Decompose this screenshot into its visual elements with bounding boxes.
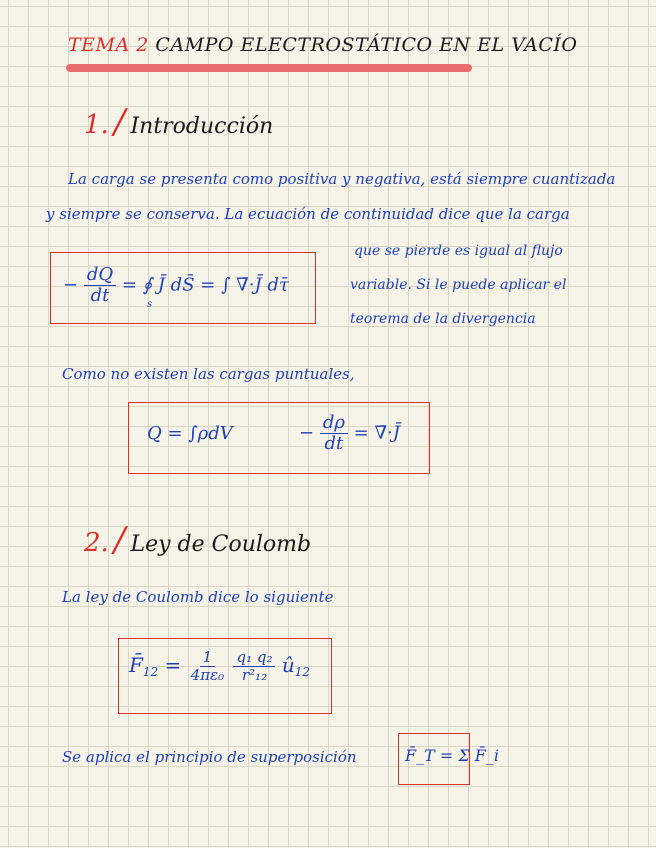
- continuity-rhs: = ∮ J̄ dS̄ = ∫ ∇̄·J̄ dτ̄: [121, 274, 289, 296]
- drho-numerator: dρ: [320, 413, 348, 434]
- intro-side-3: teorema de la divergencia: [350, 311, 536, 327]
- section-2-number: 2.: [84, 528, 109, 558]
- dt-denominator-2: dt: [324, 432, 344, 454]
- section-2-heading: [84, 520, 311, 560]
- surface-subscript: s: [147, 299, 153, 310]
- continuity-formula: − $\frac{dQ}{dt}$ = ∮ J̄ dS̄ = ∫ ∇̄·J̄ dτ̄: [63, 264, 289, 306]
- divergence-rhs: = ∇̄·J̄: [353, 422, 400, 444]
- superposition-text: Se aplica el principio de superposición: [62, 748, 357, 766]
- charge-integral: Q = ∫ρdV: [147, 423, 233, 444]
- dq-numerator: dQ: [84, 265, 116, 286]
- title-text: CAMPO ELECTROSTÁTICO EN EL VACÍO: [155, 34, 578, 56]
- intro-side-2: variable. Si le puede aplicar el: [350, 277, 567, 293]
- continuity-formula-box: [50, 252, 316, 324]
- coulomb-frac1-num: 1: [200, 649, 216, 667]
- section-1-title: Introducción: [130, 114, 274, 139]
- section-1-heading: [84, 102, 273, 142]
- superposition-formula-box: [398, 733, 499, 785]
- intro-line-2: y siempre se conserva. La ecuación de continuidad dice que la carga: [46, 205, 570, 223]
- coulomb-formula: $F̄_{12}$ = $\frac{1}{\text{4πε₀}}$ $\frac{\text{q₁ q₂}}{\text{r²₁₂}}$ $û_{12}$: [129, 648, 311, 684]
- superposition-formula: F̄_T = Σ F̄_i: [405, 746, 499, 765]
- page-title: [68, 34, 577, 56]
- section-1-slash: /: [113, 102, 126, 142]
- density-continuity-formula: − $\frac{d\rho}{dt}$ = ∇̄·J̄: [299, 412, 400, 454]
- no-point-charges-text: Como no existen las cargas puntuales,: [62, 365, 355, 383]
- coulomb-frac1-den: 4πε₀: [190, 665, 225, 684]
- title-tema: TEMA 2: [68, 34, 149, 56]
- coulomb-frac2-num: q₁ q₂: [233, 649, 275, 667]
- coulomb-formula-box: [118, 638, 332, 714]
- dt-denominator: dt: [90, 284, 110, 306]
- coulomb-frac2-den: r²₁₂: [241, 665, 268, 684]
- intro-line-1: La carga se presenta como positiva y negativa, está siempre cuantizada: [68, 170, 616, 188]
- section-1-number: 1.: [84, 110, 109, 140]
- intro-side-1: que se pierde es igual al flujo: [354, 243, 563, 259]
- section-2-slash: /: [113, 520, 126, 560]
- section-2-title: Ley de Coulomb: [130, 532, 312, 557]
- coulomb-law-text: La ley de Coulomb dice lo siguiente: [62, 588, 334, 606]
- title-underline: [66, 64, 472, 72]
- charge-density-formula-box: [128, 402, 430, 474]
